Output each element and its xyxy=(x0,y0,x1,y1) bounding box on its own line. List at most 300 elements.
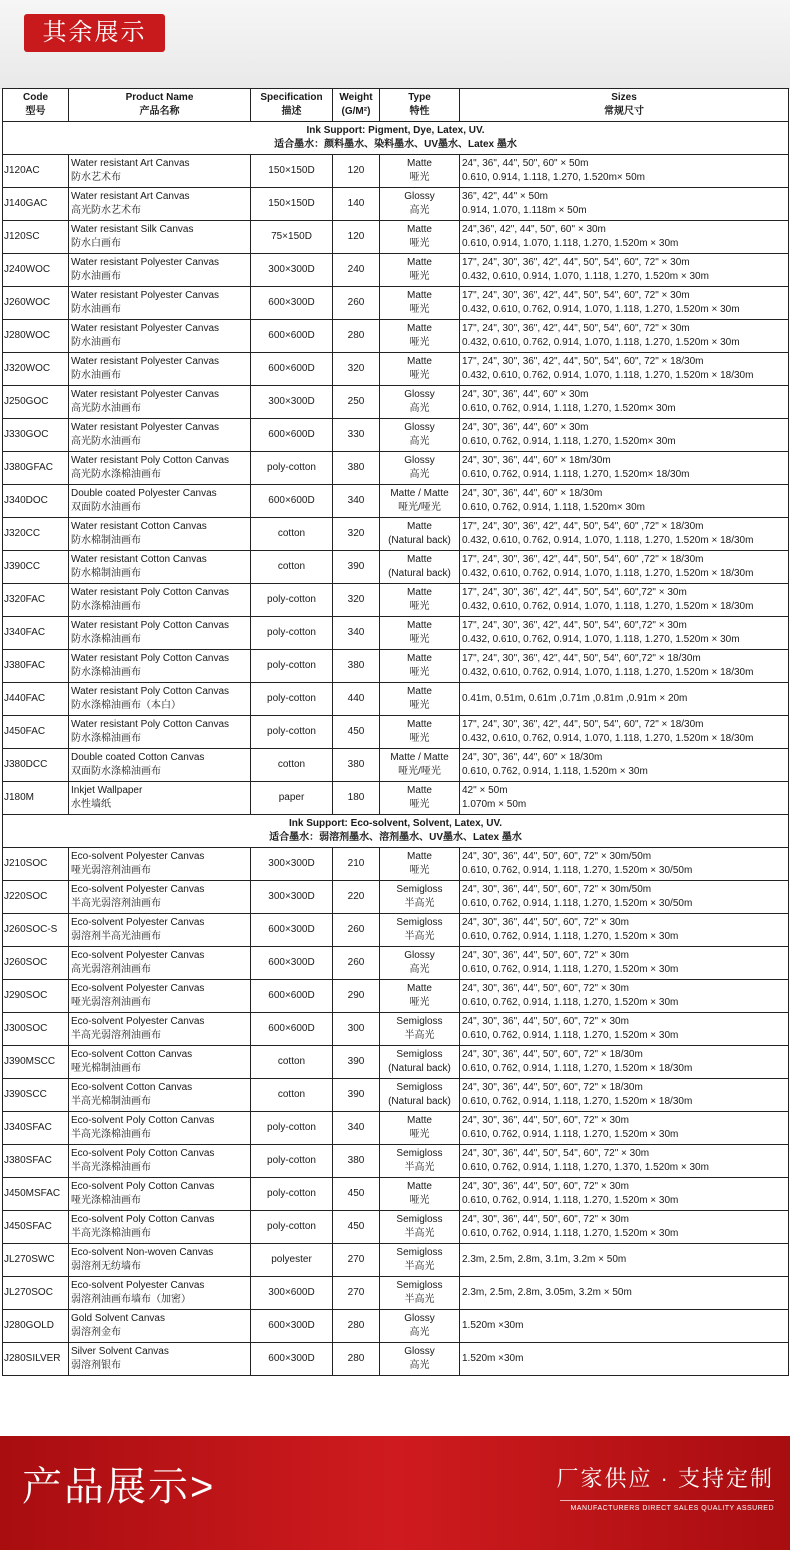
cell-line: Semigloss xyxy=(396,1016,443,1027)
cell-type xyxy=(380,848,460,881)
cell-sizes xyxy=(460,1046,789,1079)
table-row xyxy=(3,1310,789,1343)
cell-code: J320FAC xyxy=(3,584,69,617)
cell-line: 哑光 xyxy=(409,172,430,183)
cell-product-name xyxy=(69,353,251,386)
cell-type xyxy=(380,716,460,749)
cell-line: 0.432, 0.610, 0.762, 0.914, 1.070, 1.118, 1.270, 1.520m × 18/30m xyxy=(462,601,754,612)
cell-line: 高光 xyxy=(409,469,430,480)
cell-line: Matte xyxy=(406,224,432,235)
cell-line: Glossy xyxy=(404,191,435,202)
cell-line: 哑光 xyxy=(409,667,430,678)
cell-specification: poly-cotton xyxy=(251,452,333,485)
cell-line: 0.610, 0.762, 0.914, 1.118, 1.270, 1.520m× 30m xyxy=(462,436,676,447)
cell-line: Water resistant Cotton Canvas xyxy=(71,554,207,565)
cell-line: Water resistant Silk Canvas xyxy=(71,224,194,235)
table-row xyxy=(3,584,789,617)
cell-code: J180M xyxy=(3,782,69,815)
col-header: Sizes 常规尺寸 xyxy=(460,89,789,122)
cell-line: Semigloss xyxy=(396,1148,443,1159)
cell-product-name xyxy=(69,221,251,254)
cell-line: 24", 30", 36", 44", 50", 60", 72" × 30m xyxy=(462,1214,629,1225)
cell-line: 哑光 xyxy=(409,865,430,876)
cell-line: 哑光 xyxy=(409,733,430,744)
cell-line: 17", 24", 30", 36", 42", 44", 50", 54", 60",72" × 18/30m xyxy=(462,653,701,664)
cell-line: 哑光 xyxy=(409,271,430,282)
bottom-banner xyxy=(0,1436,790,1550)
table-row xyxy=(3,287,789,320)
cell-line: Eco-solvent Polyester Canvas xyxy=(71,884,205,895)
cell-type xyxy=(380,353,460,386)
cell-product-name xyxy=(69,782,251,815)
cell-specification: 300×300D xyxy=(251,881,333,914)
cell-sizes xyxy=(460,155,789,188)
cell-line: 弱溶剂无纺墙布 xyxy=(71,1261,141,1272)
cell-code: J250GOC xyxy=(3,386,69,419)
cell-type xyxy=(380,1277,460,1310)
cell-specification: poly-cotton xyxy=(251,584,333,617)
cell-weight: 380 xyxy=(333,452,380,485)
cell-code: J340DOC xyxy=(3,485,69,518)
cell-line: Eco-solvent Polyester Canvas xyxy=(71,917,205,928)
cell-line: 0.610, 0.762, 0.914, 1.118, 1.270, 1.520m × 30m xyxy=(462,1030,679,1041)
cell-line: 弱溶剂金布 xyxy=(71,1327,121,1338)
cell-line: Eco-solvent Cotton Canvas xyxy=(71,1082,193,1093)
cell-specification: 600×300D xyxy=(251,287,333,320)
cell-code: J330GOC xyxy=(3,419,69,452)
cell-line: 哑光 xyxy=(409,799,430,810)
cell-line: Eco-solvent Cotton Canvas xyxy=(71,1049,193,1060)
cell-type xyxy=(380,1244,460,1277)
cell-line: Matte xyxy=(406,587,432,598)
cell-sizes xyxy=(460,749,789,782)
cell-line: 防水艺术布 xyxy=(71,172,121,183)
cell-type xyxy=(380,452,460,485)
cell-line: Eco-solvent Poly Cotton Canvas xyxy=(71,1214,215,1225)
cell-line: 高光防水艺术布 xyxy=(71,205,141,216)
slogan: 厂家供应 · 支持定制 xyxy=(556,1466,774,1491)
table-row xyxy=(3,452,789,485)
cell-code: J260WOC xyxy=(3,287,69,320)
cell-specification: 600×600D xyxy=(251,485,333,518)
cell-specification: 600×600D xyxy=(251,1013,333,1046)
cell-line: 0.610, 0.914, 1.070, 1.118, 1.270, 1.520m × 30m xyxy=(462,238,679,249)
table-row xyxy=(3,716,789,749)
cell-weight: 180 xyxy=(333,782,380,815)
cell-specification: paper xyxy=(251,782,333,815)
cell-type xyxy=(380,914,460,947)
cell-product-name xyxy=(69,1178,251,1211)
cell-sizes xyxy=(460,1244,789,1277)
ink-support-note xyxy=(3,815,789,848)
cell-line: 2.3m, 2.5m, 2.8m, 3.1m, 3.2m × 50m xyxy=(462,1254,627,1265)
cell-line: 哑光 xyxy=(409,238,430,249)
cell-product-name xyxy=(69,452,251,485)
cell-weight: 120 xyxy=(333,221,380,254)
cell-line: 0.914, 1.070, 1.118m × 50m xyxy=(462,205,587,216)
cell-product-name xyxy=(69,1013,251,1046)
cell-line: 半高光涤棉油画布 xyxy=(71,1228,151,1239)
cell-specification: cotton xyxy=(251,518,333,551)
cell-line: 防水涤棉油画布 xyxy=(71,601,141,612)
cell-line: 防水油画布 xyxy=(71,337,121,348)
cell-weight: 330 xyxy=(333,419,380,452)
table-row xyxy=(3,320,789,353)
cell-line: Matte xyxy=(406,290,432,301)
cell-line: Water resistant Polyester Canvas xyxy=(71,422,220,433)
table-row xyxy=(3,221,789,254)
cell-line: Eco-solvent Polyester Canvas xyxy=(71,1280,205,1291)
cell-code: J380DCC xyxy=(3,749,69,782)
cell-code: J320WOC xyxy=(3,353,69,386)
cell-product-name xyxy=(69,914,251,947)
cell-line: 高光 xyxy=(409,205,430,216)
cell-line: 0.610, 0.762, 0.914, 1.118, 1.520m× 30m xyxy=(462,502,646,513)
cell-sizes xyxy=(460,353,789,386)
cell-code: J240WOC xyxy=(3,254,69,287)
cell-weight: 260 xyxy=(333,914,380,947)
cell-sizes xyxy=(460,188,789,221)
cell-line: 高光 xyxy=(409,403,430,414)
cell-code: J390MSCC xyxy=(3,1046,69,1079)
cell-sizes xyxy=(460,1145,789,1178)
cell-line: Matte xyxy=(406,785,432,796)
section-tag: 其余展示 xyxy=(24,14,165,52)
cell-product-name xyxy=(69,485,251,518)
cell-line: Matte xyxy=(406,686,432,697)
cell-specification: poly-cotton xyxy=(251,1145,333,1178)
cell-weight: 280 xyxy=(333,1343,380,1376)
cell-line: 24", 30", 36", 44", 50", 60", 72" × 30m xyxy=(462,950,629,961)
cell-weight: 240 xyxy=(333,254,380,287)
cell-line: Matte xyxy=(406,1115,432,1126)
cell-code: JL270SOC xyxy=(3,1277,69,1310)
cell-product-name xyxy=(69,617,251,650)
cell-line: 24", 36", 44", 50", 60" × 50m xyxy=(462,158,589,169)
cell-weight: 270 xyxy=(333,1244,380,1277)
cell-line: Water resistant Polyester Canvas xyxy=(71,290,220,301)
cell-line: 0.610, 0.914, 1.118, 1.270, 1.520m× 50m xyxy=(462,172,646,183)
cell-line: Gold Solvent Canvas xyxy=(71,1313,165,1324)
col-header: Type 特性 xyxy=(380,89,460,122)
cell-specification: 600×600D xyxy=(251,353,333,386)
cell-line: 24", 30", 36", 44", 50", 60", 72" × 30m/50m xyxy=(462,884,652,895)
cell-line: 高光 xyxy=(409,1360,430,1371)
cell-product-name xyxy=(69,155,251,188)
cell-sizes xyxy=(460,1013,789,1046)
table-row xyxy=(3,848,789,881)
table-row xyxy=(3,551,789,584)
cell-weight: 140 xyxy=(333,188,380,221)
cell-line: 24", 30", 36", 44", 50", 60", 72" × 30m xyxy=(462,1115,629,1126)
cell-line: 半高光棉制油画布 xyxy=(71,1096,151,1107)
cell-line: 防水白画布 xyxy=(71,238,121,249)
cell-line: 半高光弱溶剂油画布 xyxy=(71,1030,161,1041)
cell-weight: 340 xyxy=(333,617,380,650)
cell-line: Double coated Polyester Canvas xyxy=(71,488,217,499)
cell-specification: 600×600D xyxy=(251,980,333,1013)
cell-specification: 600×300D xyxy=(251,914,333,947)
cell-specification: 75×150D xyxy=(251,221,333,254)
cell-specification: cotton xyxy=(251,749,333,782)
cell-type xyxy=(380,254,460,287)
cell-line: 0.432, 0.610, 0.762, 0.914, 1.070, 1.118, 1.270, 1.520m × 30m xyxy=(462,634,740,645)
cell-line: Water resistant Poly Cotton Canvas xyxy=(71,587,230,598)
cell-line: Semigloss xyxy=(396,884,443,895)
cell-line: 防水棉制油画布 xyxy=(71,535,141,546)
cell-line: 弱溶剂半高光油画布 xyxy=(71,931,161,942)
cell-line: 哑光 xyxy=(409,304,430,315)
cell-specification: poly-cotton xyxy=(251,650,333,683)
cell-line: Eco-solvent Poly Cotton Canvas xyxy=(71,1115,215,1126)
cell-line: 24", 30", 36", 44", 60" × 30m xyxy=(462,389,589,400)
cell-line: 防水油画布 xyxy=(71,271,121,282)
table-row xyxy=(3,1178,789,1211)
cell-weight: 250 xyxy=(333,386,380,419)
cell-type xyxy=(380,1145,460,1178)
cell-sizes xyxy=(460,584,789,617)
cell-sizes xyxy=(460,1178,789,1211)
cell-line: 0.610, 0.762, 0.914, 1.118, 1.270, 1.520m × 18/30m xyxy=(462,1063,693,1074)
cell-type xyxy=(380,518,460,551)
cell-line: 哑光 xyxy=(409,601,430,612)
table-row xyxy=(3,1046,789,1079)
cell-weight: 380 xyxy=(333,1145,380,1178)
cell-line: (Natural back) xyxy=(388,1063,451,1074)
cell-line: 0.432, 0.610, 0.762, 0.914, 1.070, 1.118, 1.270, 1.520m × 18/30m xyxy=(462,535,754,546)
cell-type xyxy=(380,155,460,188)
cell-type xyxy=(380,221,460,254)
col-header: Weight (G/M²) xyxy=(333,89,380,122)
cell-type xyxy=(380,419,460,452)
table-row xyxy=(3,881,789,914)
cell-line: Matte xyxy=(406,1181,432,1192)
cell-type xyxy=(380,683,460,716)
table-row xyxy=(3,1244,789,1277)
cell-line: 哑光 xyxy=(409,997,430,1008)
col-header: Specification 描述 xyxy=(251,89,333,122)
cell-code: J340SFAC xyxy=(3,1112,69,1145)
cell-line: Glossy xyxy=(404,950,435,961)
cell-line: 0.610, 0.762, 0.914, 1.118, 1.270, 1.520m × 30m xyxy=(462,931,679,942)
cell-line: 0.610, 0.762, 0.914, 1.118, 1.270, 1.520m × 30m xyxy=(462,1228,679,1239)
cell-sizes xyxy=(460,683,789,716)
cell-line: (Natural back) xyxy=(388,535,451,546)
table-row xyxy=(3,518,789,551)
table-row xyxy=(3,155,789,188)
cell-line: Ink Support: Eco-solvent, Solvent, Latex, UV. xyxy=(288,818,502,829)
cell-code: J120SC xyxy=(3,221,69,254)
cell-weight: 440 xyxy=(333,683,380,716)
cell-line: 17", 24", 30", 36", 42", 44", 50", 54", 60",72" × 30m xyxy=(462,587,687,598)
cell-product-name xyxy=(69,1310,251,1343)
cell-line: Matte xyxy=(406,983,432,994)
cell-line: 适合墨水：颜料墨水、染料墨水、UV墨水、Latex 墨水 xyxy=(274,139,517,150)
cell-line: 哑光 xyxy=(409,1129,430,1140)
cell-line: Semigloss xyxy=(396,1214,443,1225)
cell-weight: 280 xyxy=(333,1310,380,1343)
cell-weight: 380 xyxy=(333,650,380,683)
cell-line: Double coated Cotton Canvas xyxy=(71,752,205,763)
cell-line: 0.432, 0.610, 0.762, 0.914, 1.070, 1.118, 1.270, 1.520m × 30m xyxy=(462,337,740,348)
cell-type xyxy=(380,617,460,650)
cell-code: J340FAC xyxy=(3,617,69,650)
table-row xyxy=(3,1145,789,1178)
cell-line: 24", 30", 36", 44", 60" × 30m xyxy=(462,422,589,433)
cell-line: Matte xyxy=(406,257,432,268)
cell-line: Eco-solvent Poly Cotton Canvas xyxy=(71,1181,215,1192)
cell-code: J450MSFAC xyxy=(3,1178,69,1211)
cell-type xyxy=(380,584,460,617)
table-row xyxy=(3,1079,789,1112)
table-row xyxy=(3,1112,789,1145)
cell-line: Ink Support: Pigment, Dye, Latex, UV. xyxy=(306,125,485,136)
cell-product-name xyxy=(69,848,251,881)
cell-line: 防水涤棉油画布 xyxy=(71,634,141,645)
table-row xyxy=(3,914,789,947)
cell-weight: 390 xyxy=(333,1046,380,1079)
cell-specification: 150×150D xyxy=(251,155,333,188)
cell-type xyxy=(380,386,460,419)
cell-line: 半高光 xyxy=(404,1030,435,1041)
cell-code: J300SOC xyxy=(3,1013,69,1046)
cell-type xyxy=(380,1013,460,1046)
cell-type xyxy=(380,188,460,221)
cell-line: 17", 24", 30", 36", 42", 44", 50", 54", 60", 72" × 30m xyxy=(462,290,690,301)
cell-weight: 300 xyxy=(333,1013,380,1046)
cell-code: J220SOC xyxy=(3,881,69,914)
cell-line: Water resistant Poly Cotton Canvas xyxy=(71,455,230,466)
product-showcase-title: 产品展示> xyxy=(22,1465,216,1509)
cell-line: Matte xyxy=(406,653,432,664)
cell-weight: 340 xyxy=(333,485,380,518)
cell-specification: polyester xyxy=(251,1244,333,1277)
cell-line: Eco-solvent Poly Cotton Canvas xyxy=(71,1148,215,1159)
cell-line: 2.3m, 2.5m, 2.8m, 3.05m, 3.2m × 50m xyxy=(462,1287,632,1298)
cell-sizes xyxy=(460,1211,789,1244)
cell-line: Eco-solvent Polyester Canvas xyxy=(71,1016,205,1027)
cell-line: 17", 24", 30", 36", 42", 44", 50", 54", 60" ,72" × 18/30m xyxy=(462,554,704,565)
cell-product-name xyxy=(69,881,251,914)
cell-specification: 600×300D xyxy=(251,947,333,980)
cell-product-name xyxy=(69,947,251,980)
cell-line: (Natural back) xyxy=(388,568,451,579)
cell-line: 防水涤棉油画布 xyxy=(71,667,141,678)
cell-line: 17", 24", 30", 36", 42", 44", 50", 54", 60", 72" × 30m xyxy=(462,257,690,268)
cell-sizes xyxy=(460,617,789,650)
cell-code: J390CC xyxy=(3,551,69,584)
cell-line: 高光 xyxy=(409,1327,430,1338)
cell-line: 哑光 xyxy=(409,634,430,645)
cell-code: J450FAC xyxy=(3,716,69,749)
cell-specification: 600×300D xyxy=(251,1343,333,1376)
cell-line: 0.41m, 0.51m, 0.61m ,0.71m ,0.81m ,0.91m × 20m xyxy=(462,693,688,704)
cell-line: 弱溶剂银布 xyxy=(71,1360,121,1371)
cell-code: J260SOC xyxy=(3,947,69,980)
cell-line: 半高光弱溶剂油画布 xyxy=(71,898,161,909)
cell-line: 半高光 xyxy=(404,931,435,942)
table-row xyxy=(3,947,789,980)
cell-type xyxy=(380,1211,460,1244)
cell-line: Water resistant Poly Cotton Canvas xyxy=(71,653,230,664)
cell-product-name xyxy=(69,683,251,716)
cell-line: 0.610, 0.762, 0.914, 1.118, 1.270, 1.520m× 18/30m xyxy=(462,469,690,480)
cell-line: Semigloss xyxy=(396,1247,443,1258)
table-row xyxy=(3,1343,789,1376)
cell-code: J380SFAC xyxy=(3,1145,69,1178)
cell-code: J380GFAC xyxy=(3,452,69,485)
cell-line: 17", 24", 30", 36", 42", 44", 50", 54", 60",72" × 30m xyxy=(462,620,687,631)
table-row xyxy=(3,1277,789,1310)
cell-code: J260SOC-S xyxy=(3,914,69,947)
slogan-subline: MANUFACTURERS DIRECT SALES QUALITY ASSURED xyxy=(570,1505,774,1512)
cell-code: J210SOC xyxy=(3,848,69,881)
cell-line: 0.432, 0.610, 0.762, 0.914, 1.070, 1.118, 1.270, 1.520m × 18/30m xyxy=(462,568,754,579)
cell-line: 防水油画布 xyxy=(71,370,121,381)
cell-weight: 320 xyxy=(333,353,380,386)
cell-code: J140GAC xyxy=(3,188,69,221)
cell-product-name xyxy=(69,419,251,452)
cell-specification: poly-cotton xyxy=(251,1178,333,1211)
cell-sizes xyxy=(460,320,789,353)
cell-product-name xyxy=(69,1277,251,1310)
table-row xyxy=(3,617,789,650)
cell-product-name xyxy=(69,1046,251,1079)
cell-line: 0.432, 0.610, 0.762, 0.914, 1.070, 1.118, 1.270, 1.520m × 18/30m xyxy=(462,667,754,678)
top-banner xyxy=(0,0,790,89)
cell-product-name xyxy=(69,1211,251,1244)
cell-type xyxy=(380,980,460,1013)
table-row xyxy=(3,419,789,452)
cell-weight: 320 xyxy=(333,518,380,551)
cell-line: Water resistant Polyester Canvas xyxy=(71,257,220,268)
cell-line: 0.610, 0.762, 0.914, 1.118, 1.270, 1.520m × 30m xyxy=(462,1195,679,1206)
cell-specification: 300×300D xyxy=(251,254,333,287)
cell-product-name xyxy=(69,650,251,683)
cell-line: 高光 xyxy=(409,964,430,975)
cell-line: 防水油画布 xyxy=(71,304,121,315)
cell-line: 防水涤棉油画布 xyxy=(71,733,141,744)
cell-product-name xyxy=(69,386,251,419)
cell-code: J440FAC xyxy=(3,683,69,716)
cell-line: 哑光弱溶剂油画布 xyxy=(71,865,151,876)
cell-line: Water resistant Polyester Canvas xyxy=(71,389,220,400)
cell-line: Water resistant Poly Cotton Canvas xyxy=(71,686,230,697)
cell-line: 半高光 xyxy=(404,1261,435,1272)
cell-line: 0.432, 0.610, 0.762, 0.914, 1.070, 1.118, 1.270, 1.520m × 18/30m xyxy=(462,733,754,744)
cell-code: J120AC xyxy=(3,155,69,188)
cell-line: Matte xyxy=(406,620,432,631)
cell-line: 半高光 xyxy=(404,1294,435,1305)
cell-line: Silver Solvent Canvas xyxy=(71,1346,169,1357)
cell-line: Semigloss xyxy=(396,1049,443,1060)
cell-code: J320CC xyxy=(3,518,69,551)
cell-line: Water resistant Poly Cotton Canvas xyxy=(71,620,230,631)
cell-line: 1.520m ×30m xyxy=(462,1353,524,1364)
cell-line: 哑光涤棉油画布 xyxy=(71,1195,141,1206)
cell-code: J450SFAC xyxy=(3,1211,69,1244)
cell-line: (Natural back) xyxy=(388,1096,451,1107)
cell-line: 0.432, 0.610, 0.914, 1.070, 1.118, 1.270, 1.520m × 30m xyxy=(462,271,709,282)
cell-specification: 600×600D xyxy=(251,419,333,452)
cell-weight: 450 xyxy=(333,1178,380,1211)
table-row xyxy=(3,782,789,815)
cell-line: 0.610, 0.762, 0.914, 1.118, 1.270, 1.520m × 30m xyxy=(462,1129,679,1140)
cell-line: 24",36", 42", 44", 50", 60" × 30m xyxy=(462,224,606,235)
cell-line: Semigloss xyxy=(396,1082,443,1093)
cell-product-name xyxy=(69,287,251,320)
cell-line: 24", 30", 36", 44", 50", 60", 72" × 30m xyxy=(462,1016,629,1027)
